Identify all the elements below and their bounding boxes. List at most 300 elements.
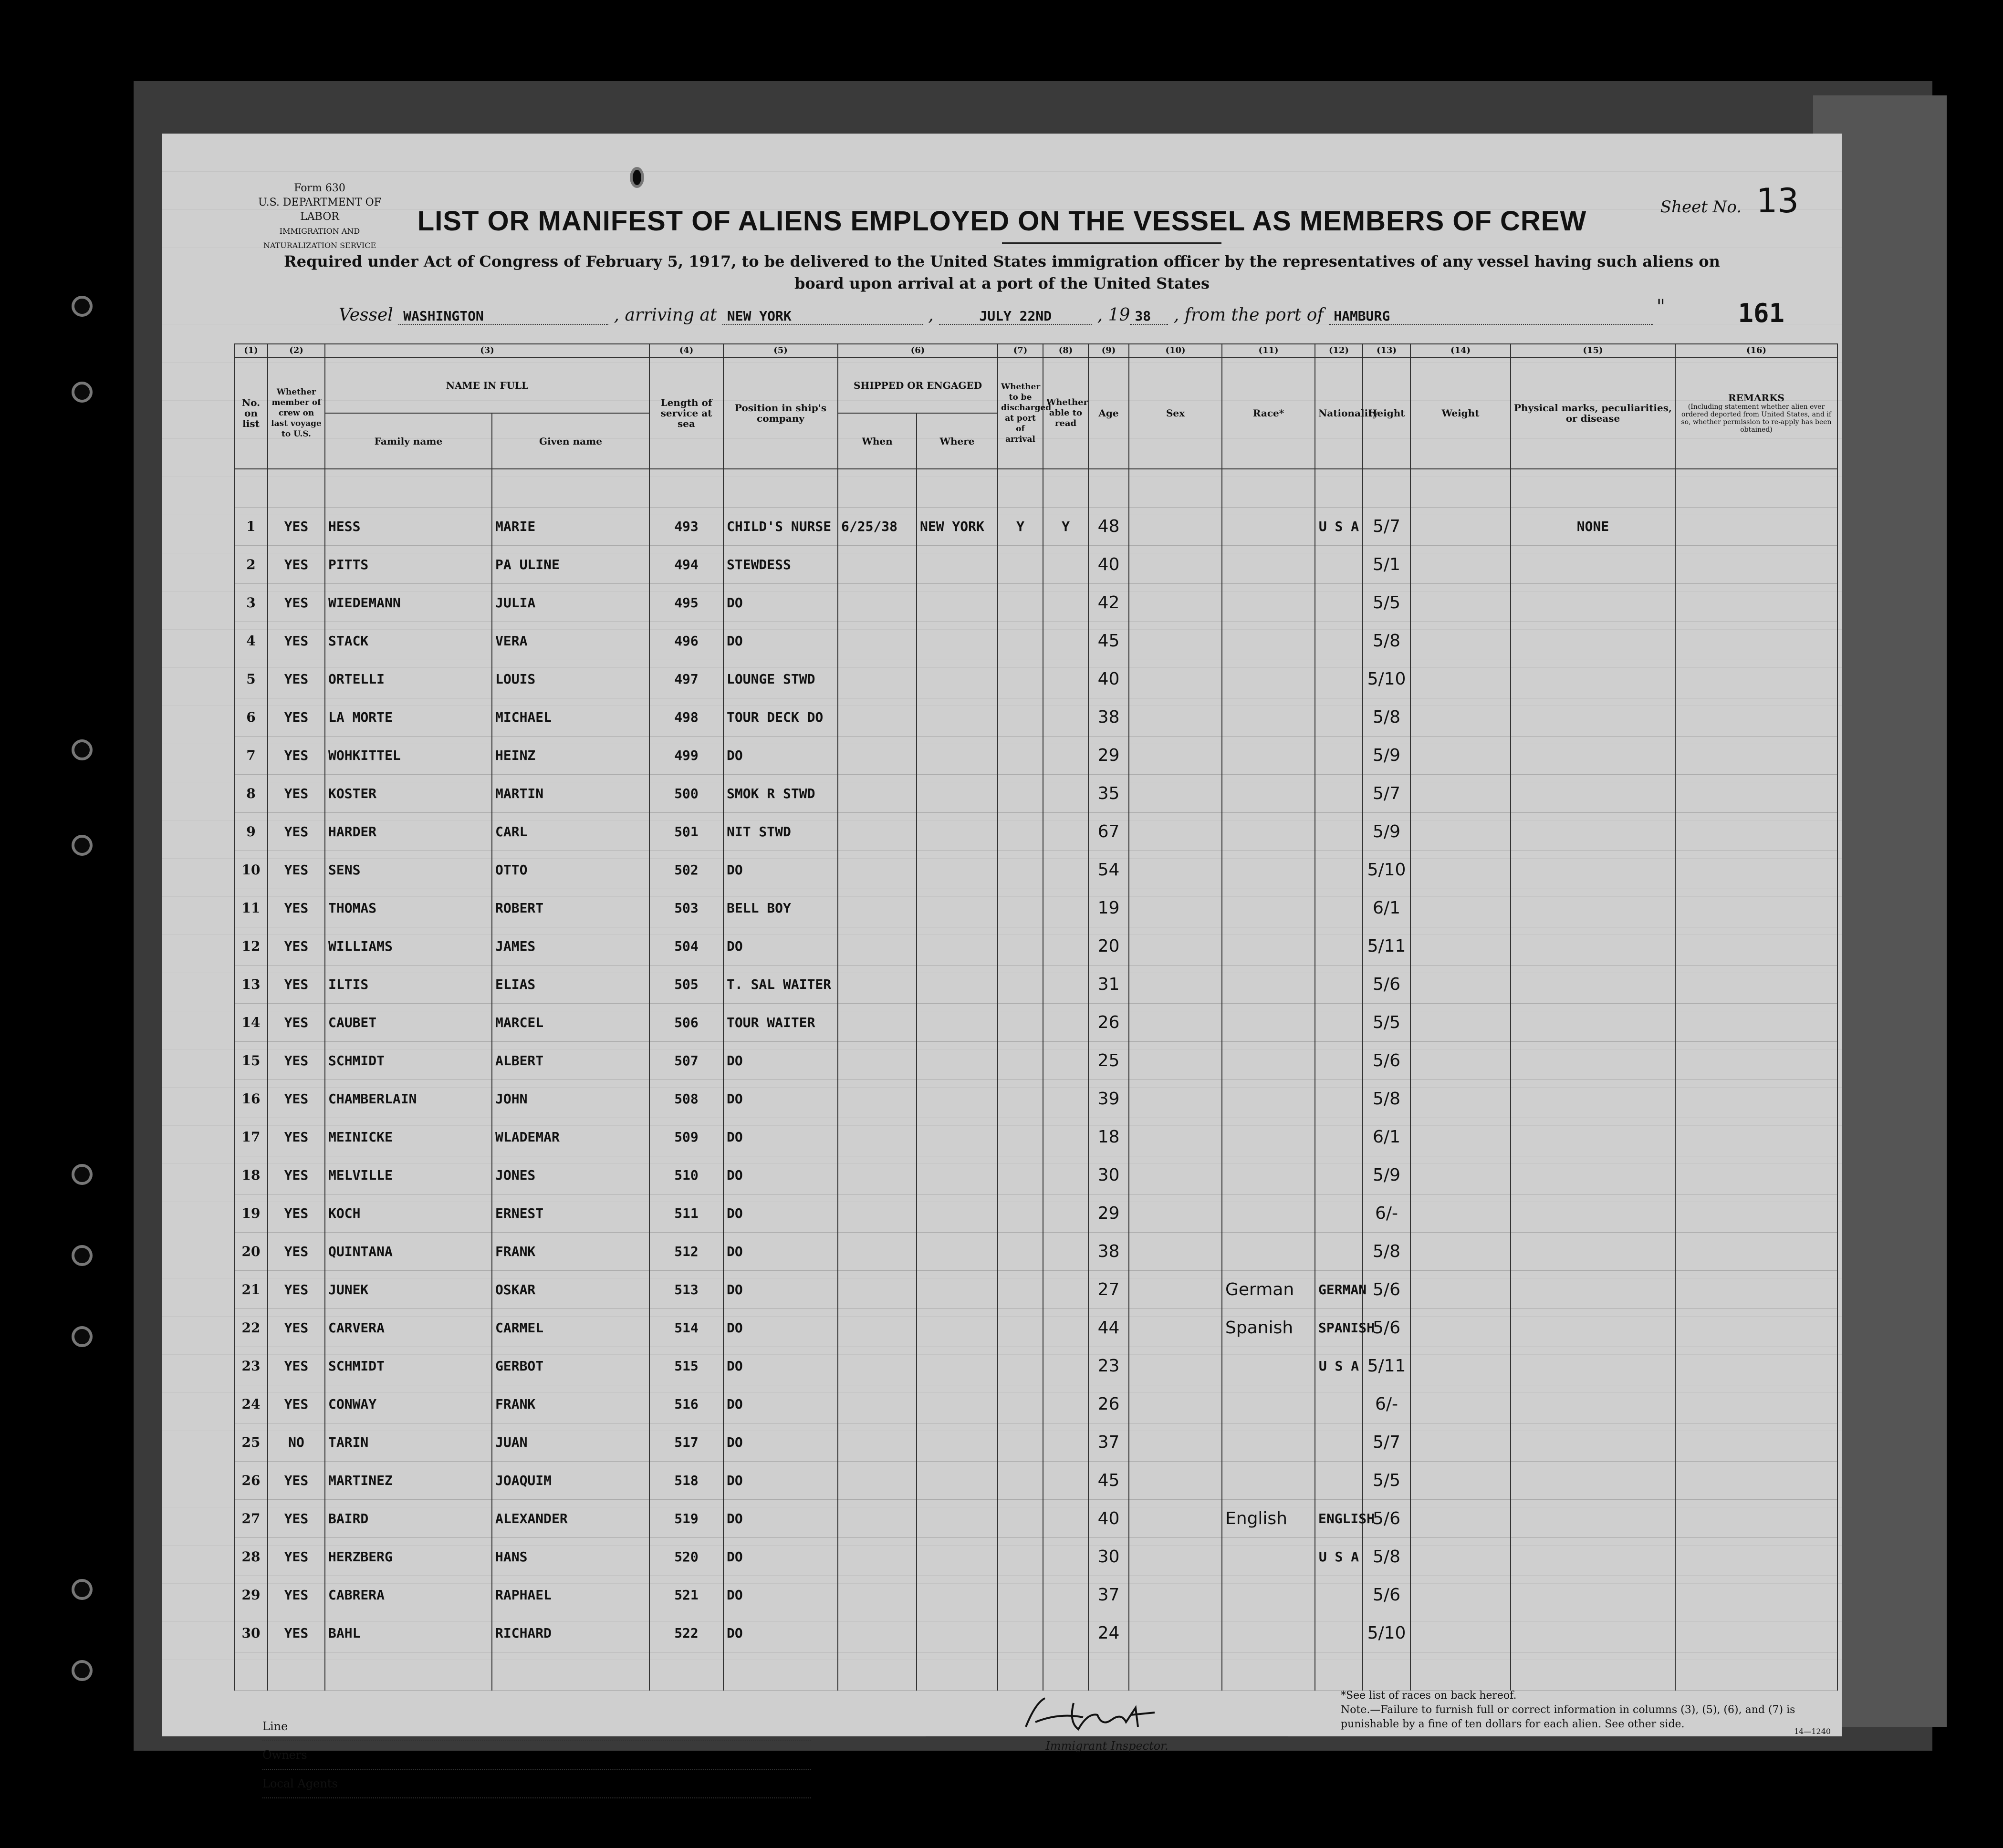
sex-cell	[1129, 1156, 1222, 1194]
sex-cell	[1129, 1462, 1222, 1500]
weight-cell	[1410, 508, 1511, 546]
action-cell	[1675, 1538, 1837, 1576]
tick-mark: "	[1656, 296, 1665, 318]
action-cell	[1675, 813, 1837, 851]
sex-cell	[1129, 1385, 1222, 1423]
length-of-service-cell: 495	[649, 584, 723, 622]
table-row	[234, 660, 1837, 698]
family-name-cell: BAIRD	[325, 1500, 492, 1538]
nationality-cell: U S A	[1315, 508, 1363, 546]
able-to-read-cell	[1043, 1118, 1088, 1156]
sex-cell	[1129, 660, 1222, 698]
action-cell	[1675, 1385, 1837, 1423]
family-name-cell: SCHMIDT	[325, 1042, 492, 1080]
discharged-cell	[998, 775, 1043, 813]
action-cell	[1675, 1080, 1837, 1118]
table-row	[234, 851, 1837, 889]
shipped-where-cell	[917, 813, 998, 851]
able-to-read-cell	[1043, 1423, 1088, 1462]
action-cell	[1675, 927, 1837, 966]
weight-cell	[1410, 584, 1511, 622]
position-cell: DO	[723, 1194, 838, 1233]
age-cell: 35	[1088, 775, 1129, 813]
sheet-number: 13	[1756, 181, 1799, 220]
header-length-of-service: Length of service at sea	[649, 357, 723, 469]
position-cell: DO	[723, 1156, 838, 1194]
nationality-cell	[1315, 546, 1363, 584]
discharged-cell	[998, 1233, 1043, 1271]
remarks-note: (Including statement whether alien ever ordered deported from United States, and if so, whether permission to re-apply has been obtained)	[1681, 403, 1832, 434]
action-cell	[1675, 1042, 1837, 1080]
able-to-read-cell	[1043, 813, 1088, 851]
sex-cell	[1129, 775, 1222, 813]
row-number-cell: 30	[234, 1614, 268, 1652]
physical-marks-cell	[1511, 1118, 1675, 1156]
height-cell: 6/1	[1363, 889, 1410, 927]
table-row	[234, 1271, 1837, 1309]
member-last-voyage-cell: YES	[268, 698, 325, 737]
weight-cell	[1410, 1347, 1511, 1385]
given-name-cell: JOHN	[492, 1080, 649, 1118]
nationality-cell	[1315, 698, 1363, 737]
row-number-cell: 15	[234, 1042, 268, 1080]
action-cell	[1675, 1614, 1837, 1652]
age-cell: 39	[1088, 1080, 1129, 1118]
inspector-label: Immigrant Inspector.	[926, 1736, 1288, 1753]
manifest-page	[162, 134, 1842, 1790]
weight-cell	[1410, 1194, 1511, 1233]
shipped-where-cell	[917, 1156, 998, 1194]
race-cell	[1222, 1233, 1315, 1271]
race-cell	[1222, 851, 1315, 889]
family-name-cell: CONWAY	[325, 1385, 492, 1423]
sex-cell	[1129, 966, 1222, 1004]
title-rule	[1002, 242, 1221, 244]
given-name-cell: HANS	[492, 1538, 649, 1576]
shipped-when-cell	[838, 1462, 917, 1500]
able-to-read-cell	[1043, 1080, 1088, 1118]
physical-marks-cell	[1511, 1271, 1675, 1309]
race-cell	[1222, 1042, 1315, 1080]
member-last-voyage-cell: YES	[268, 737, 325, 775]
table-row	[234, 1309, 1837, 1347]
able-to-read-cell	[1043, 1500, 1088, 1538]
weight-cell	[1410, 1042, 1511, 1080]
header-when: When	[838, 413, 917, 469]
weight-cell	[1410, 1385, 1511, 1423]
shipped-where-cell	[917, 1309, 998, 1347]
given-name-cell: MARCEL	[492, 1004, 649, 1042]
shipped-when-cell	[838, 1385, 917, 1423]
member-last-voyage-cell: YES	[268, 851, 325, 889]
discharged-cell	[998, 1271, 1043, 1309]
family-name-cell: HERZBERG	[325, 1538, 492, 1576]
length-of-service-cell: 502	[649, 851, 723, 889]
race-cell	[1222, 1194, 1315, 1233]
row-number-cell: 2	[234, 546, 268, 584]
position-cell: DO	[723, 737, 838, 775]
col-number: (2)	[268, 344, 325, 357]
discharged-cell	[998, 698, 1043, 737]
height-cell: 5/8	[1363, 622, 1410, 660]
header-shipped-engaged: SHIPPED OR ENGAGED	[838, 357, 998, 413]
shipped-when-cell	[838, 1118, 917, 1156]
shipped-where-cell	[917, 1538, 998, 1576]
age-cell: 42	[1088, 584, 1129, 622]
height-cell: 5/8	[1363, 698, 1410, 737]
given-name-cell: VERA	[492, 622, 649, 660]
sex-cell	[1129, 889, 1222, 927]
action-cell	[1675, 1156, 1837, 1194]
family-name-cell: ORTELLI	[325, 660, 492, 698]
local-agents-field: Local Agents	[262, 1770, 811, 1798]
binder-hole	[72, 739, 93, 760]
family-name-cell: PITTS	[325, 546, 492, 584]
table-row	[234, 1194, 1837, 1233]
height-cell: 5/6	[1363, 966, 1410, 1004]
action-cell	[1675, 1309, 1837, 1347]
member-last-voyage-cell: YES	[268, 1042, 325, 1080]
position-cell: DO	[723, 1347, 838, 1385]
race-cell: Spanish	[1222, 1309, 1315, 1347]
member-last-voyage-cell: YES	[268, 1462, 325, 1500]
member-last-voyage-cell: YES	[268, 813, 325, 851]
weight-cell	[1410, 1080, 1511, 1118]
table-row	[234, 1614, 1837, 1652]
family-name-cell: BAHL	[325, 1614, 492, 1652]
discharged-cell	[998, 660, 1043, 698]
shipped-when-cell	[838, 813, 917, 851]
height-cell: 5/6	[1363, 1500, 1410, 1538]
nationality-cell	[1315, 851, 1363, 889]
discharged-cell	[998, 1538, 1043, 1576]
row-number-cell: 13	[234, 966, 268, 1004]
able-to-read-cell	[1043, 1004, 1088, 1042]
position-cell: DO	[723, 1233, 838, 1271]
weight-cell	[1410, 546, 1511, 584]
row-number-cell: 1	[234, 508, 268, 546]
col-number: (11)	[1222, 344, 1315, 357]
able-to-read-cell	[1043, 698, 1088, 737]
shipped-where-cell	[917, 1614, 998, 1652]
physical-marks-cell	[1511, 1194, 1675, 1233]
age-cell: 23	[1088, 1347, 1129, 1385]
family-name-cell: THOMAS	[325, 889, 492, 927]
nationality-cell	[1315, 1194, 1363, 1233]
discharged-cell: Y	[998, 508, 1043, 546]
member-last-voyage-cell: YES	[268, 1385, 325, 1423]
given-name-cell: RICHARD	[492, 1614, 649, 1652]
weight-cell	[1410, 1004, 1511, 1042]
physical-marks-cell	[1511, 1080, 1675, 1118]
voyage-line: Vessel WASHINGTON , arriving at NEW YORK , JULY 22ND , 19 38 , from the port of HAMBURG	[339, 305, 1818, 325]
position-cell: DO	[723, 1042, 838, 1080]
row-number-cell: 5	[234, 660, 268, 698]
length-of-service-cell: 493	[649, 508, 723, 546]
nationality-cell	[1315, 1233, 1363, 1271]
remarks-title: REMARKS	[1728, 392, 1784, 404]
physical-marks-cell	[1511, 1004, 1675, 1042]
action-cell	[1675, 1233, 1837, 1271]
discharged-cell	[998, 584, 1043, 622]
row-number-cell: 23	[234, 1347, 268, 1385]
discharged-cell	[998, 1309, 1043, 1347]
shipped-when-cell	[838, 1233, 917, 1271]
physical-marks-cell	[1511, 1309, 1675, 1347]
table-row	[234, 737, 1837, 775]
page-title: LIST OR MANIFEST OF ALIENS EMPLOYED ON THE VESSEL AS MEMBERS OF CREW	[417, 206, 1587, 237]
header-race: Race*	[1222, 357, 1315, 469]
sex-cell	[1129, 1194, 1222, 1233]
race-cell	[1222, 1576, 1315, 1614]
family-name-cell: SENS	[325, 851, 492, 889]
age-cell: 40	[1088, 1500, 1129, 1538]
table-row	[234, 813, 1837, 851]
action-cell	[1675, 698, 1837, 737]
shipped-when-cell	[838, 775, 917, 813]
given-name-cell: CARL	[492, 813, 649, 851]
nationality-cell: U S A	[1315, 1347, 1363, 1385]
sex-cell	[1129, 622, 1222, 660]
member-last-voyage-cell: YES	[268, 1347, 325, 1385]
col-number: (3)	[325, 344, 649, 357]
physical-marks-cell	[1511, 1347, 1675, 1385]
age-cell: 24	[1088, 1614, 1129, 1652]
length-of-service-cell: 517	[649, 1423, 723, 1462]
family-name-cell: KOSTER	[325, 775, 492, 813]
shipped-when-cell	[838, 1538, 917, 1576]
row-number-cell: 28	[234, 1538, 268, 1576]
able-to-read-cell	[1043, 966, 1088, 1004]
member-last-voyage-cell: YES	[268, 1080, 325, 1118]
race-cell	[1222, 1538, 1315, 1576]
given-name-cell: GERBOT	[492, 1347, 649, 1385]
departure-port: HAMBURG	[1329, 308, 1653, 325]
shipped-where-cell	[917, 889, 998, 927]
weight-cell	[1410, 889, 1511, 927]
able-to-read-cell	[1043, 1309, 1088, 1347]
sex-cell	[1129, 546, 1222, 584]
age-cell: 37	[1088, 1576, 1129, 1614]
shipped-when-cell	[838, 1004, 917, 1042]
weight-cell	[1410, 1538, 1511, 1576]
weight-cell	[1410, 1271, 1511, 1309]
col-number: (8)	[1043, 344, 1088, 357]
weight-cell	[1410, 1576, 1511, 1614]
header-where: Where	[917, 413, 998, 469]
physical-marks-cell	[1511, 660, 1675, 698]
table-row	[234, 1385, 1837, 1423]
vessel-label: Vessel	[339, 305, 393, 325]
table-row	[234, 1347, 1837, 1385]
table-row	[234, 584, 1837, 622]
race-cell	[1222, 966, 1315, 1004]
length-of-service-cell: 521	[649, 1576, 723, 1614]
weight-cell	[1410, 1500, 1511, 1538]
shipped-when-cell	[838, 1423, 917, 1462]
sex-cell	[1129, 1118, 1222, 1156]
header-physical-marks: Physical marks, peculiarities, or disease	[1511, 357, 1675, 469]
action-cell	[1675, 851, 1837, 889]
age-cell: 26	[1088, 1004, 1129, 1042]
given-name-cell: MARTIN	[492, 775, 649, 813]
height-cell: 5/10	[1363, 1614, 1410, 1652]
family-name-cell: MEINICKE	[325, 1118, 492, 1156]
shipped-where-cell	[917, 737, 998, 775]
line-field: Line	[262, 1713, 811, 1741]
table-row	[234, 1576, 1837, 1614]
age-cell: 38	[1088, 698, 1129, 737]
row-number-cell: 12	[234, 927, 268, 966]
age-cell: 45	[1088, 1462, 1129, 1500]
member-last-voyage-cell: YES	[268, 1309, 325, 1347]
race-cell	[1222, 584, 1315, 622]
member-last-voyage-cell: YES	[268, 508, 325, 546]
able-to-read-cell	[1043, 1194, 1088, 1233]
weight-cell	[1410, 1462, 1511, 1500]
weight-cell	[1410, 966, 1511, 1004]
row-number-cell: 29	[234, 1576, 268, 1614]
height-cell: 6/-	[1363, 1194, 1410, 1233]
discharged-cell	[998, 927, 1043, 966]
age-cell: 18	[1088, 1118, 1129, 1156]
physical-marks-cell	[1511, 813, 1675, 851]
able-to-read-cell: Y	[1043, 508, 1088, 546]
table-row	[234, 698, 1837, 737]
able-to-read-cell	[1043, 546, 1088, 584]
position-cell: TOUR DECK DO	[723, 698, 838, 737]
race-cell	[1222, 737, 1315, 775]
race-cell	[1222, 775, 1315, 813]
length-of-service-cell: 515	[649, 1347, 723, 1385]
position-cell: SMOK R STWD	[723, 775, 838, 813]
sex-cell	[1129, 813, 1222, 851]
shipped-when-cell	[838, 737, 917, 775]
action-cell	[1675, 1500, 1837, 1538]
nationality-cell	[1315, 1462, 1363, 1500]
physical-marks-cell	[1511, 584, 1675, 622]
family-name-cell: CABRERA	[325, 1576, 492, 1614]
weight-cell	[1410, 698, 1511, 737]
shipped-where-cell	[917, 1423, 998, 1462]
row-number-cell: 17	[234, 1118, 268, 1156]
position-cell: LOUNGE STWD	[723, 660, 838, 698]
discharged-cell	[998, 1080, 1043, 1118]
member-last-voyage-cell: YES	[268, 546, 325, 584]
discharged-cell	[998, 1462, 1043, 1500]
member-last-voyage-cell: YES	[268, 775, 325, 813]
height-cell: 5/7	[1363, 1423, 1410, 1462]
position-cell: NIT STWD	[723, 813, 838, 851]
physical-marks-cell	[1511, 698, 1675, 737]
length-of-service-cell: 520	[649, 1538, 723, 1576]
nationality-cell	[1315, 584, 1363, 622]
nationality-cell	[1315, 1042, 1363, 1080]
race-cell	[1222, 889, 1315, 927]
row-number-cell: 24	[234, 1385, 268, 1423]
position-cell: DO	[723, 1080, 838, 1118]
shipped-where-cell	[917, 775, 998, 813]
footer-fields	[262, 1713, 811, 1798]
sex-cell	[1129, 1614, 1222, 1652]
nationality-cell: ENGLISH	[1315, 1500, 1363, 1538]
shipped-where-cell	[917, 1271, 998, 1309]
able-to-read-cell	[1043, 1233, 1088, 1271]
member-last-voyage-cell: NO	[268, 1423, 325, 1462]
table-row	[234, 508, 1837, 546]
sex-cell	[1129, 927, 1222, 966]
action-cell	[1675, 1576, 1837, 1614]
action-cell	[1675, 1347, 1837, 1385]
age-cell: 40	[1088, 660, 1129, 698]
position-cell: DO	[723, 622, 838, 660]
family-name-cell: STACK	[325, 622, 492, 660]
header-age: Age	[1088, 357, 1129, 469]
arrival-port: NEW YORK	[722, 308, 923, 325]
discharged-cell	[998, 1423, 1043, 1462]
position-cell: DO	[723, 1500, 838, 1538]
age-cell: 20	[1088, 927, 1129, 966]
height-cell: 5/5	[1363, 1004, 1410, 1042]
able-to-read-cell	[1043, 1576, 1088, 1614]
row-number-cell: 27	[234, 1500, 268, 1538]
from-port-label: , from the port of	[1173, 305, 1324, 325]
family-name-cell: WOHKITTEL	[325, 737, 492, 775]
physical-marks-cell	[1511, 1462, 1675, 1500]
age-cell: 48	[1088, 508, 1129, 546]
row-number-cell: 9	[234, 813, 268, 851]
shipped-where-cell	[917, 1004, 998, 1042]
weight-cell	[1410, 1423, 1511, 1462]
discharged-cell	[998, 1194, 1043, 1233]
position-cell: DO	[723, 1309, 838, 1347]
sex-cell	[1129, 851, 1222, 889]
given-name-cell: LOUIS	[492, 660, 649, 698]
position-cell: DO	[723, 927, 838, 966]
nationality-cell	[1315, 737, 1363, 775]
discharged-cell	[998, 546, 1043, 584]
sheet-label: Sheet No.	[1660, 197, 1742, 217]
age-cell: 26	[1088, 1385, 1129, 1423]
shipped-when-cell	[838, 1194, 917, 1233]
arrival-date: JULY 22ND	[939, 308, 1092, 325]
shipped-where-cell	[917, 1347, 998, 1385]
table-row	[234, 1462, 1837, 1500]
shipped-when-cell	[838, 927, 917, 966]
shipped-where-cell	[917, 851, 998, 889]
shipped-where-cell	[917, 1462, 998, 1500]
shipped-where-cell	[917, 660, 998, 698]
col-number: (6)	[838, 344, 998, 357]
given-name-cell: JOAQUIM	[492, 1462, 649, 1500]
col-number: (12)	[1315, 344, 1363, 357]
header-discharged: Whether to be discharged at port of arrival	[998, 357, 1043, 469]
height-cell: 5/7	[1363, 775, 1410, 813]
height-cell: 5/9	[1363, 1156, 1410, 1194]
position-cell: DO	[723, 1385, 838, 1423]
vessel-name: WASHINGTON	[398, 308, 608, 325]
length-of-service-cell: 522	[649, 1614, 723, 1652]
sex-cell	[1129, 1538, 1222, 1576]
table-row	[234, 966, 1837, 1004]
row-number-cell: 8	[234, 775, 268, 813]
binder-hole	[72, 1245, 93, 1266]
height-cell: 5/5	[1363, 584, 1410, 622]
age-cell: 30	[1088, 1156, 1129, 1194]
height-cell: 5/6	[1363, 1271, 1410, 1309]
able-to-read-cell	[1043, 1042, 1088, 1080]
discharged-cell	[998, 1004, 1043, 1042]
